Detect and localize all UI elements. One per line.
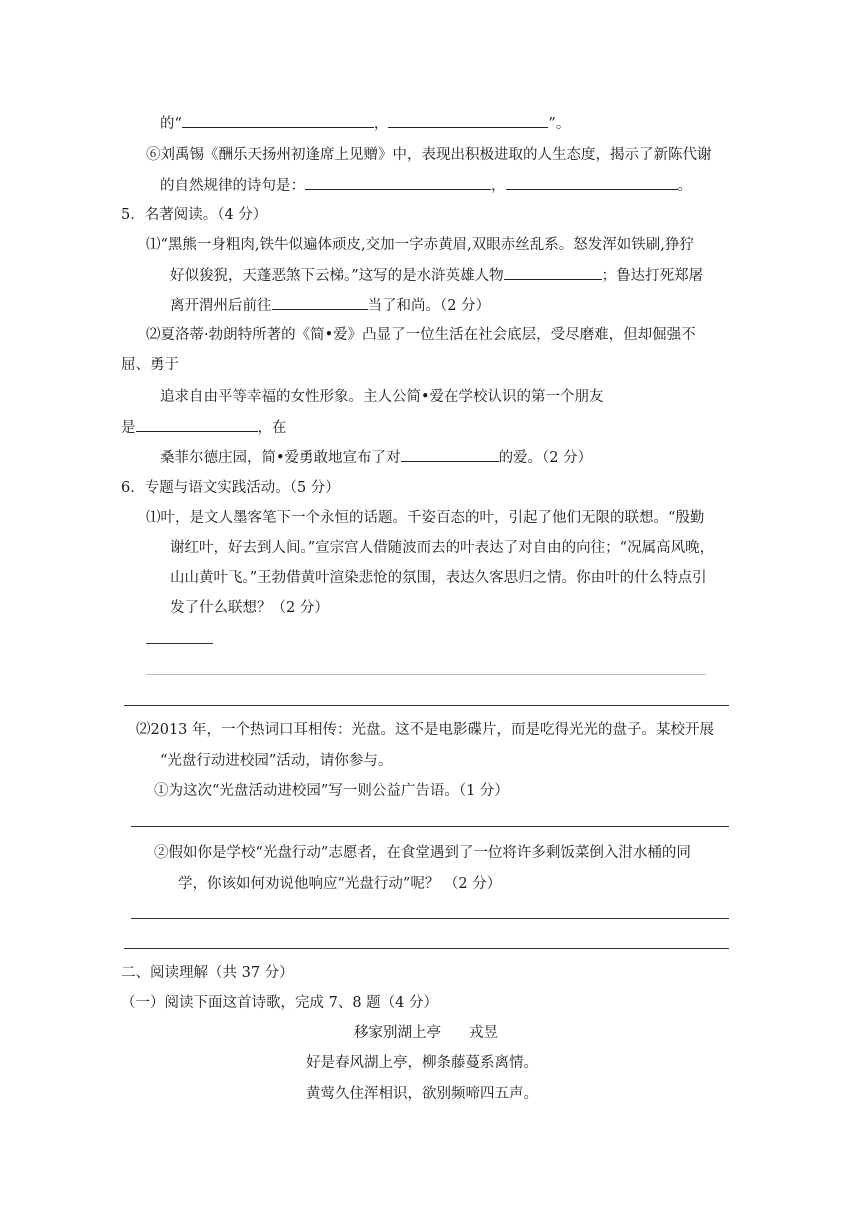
- poem-heading: [354, 1023, 498, 1043]
- q6-p1-line3: 山山黄叶飞。”王勃借黄叶渲染悲怆的氛围，表达久客思归之情。你由叶的什么特点引: [170, 570, 707, 586]
- answer-line[interactable]: [124, 705, 729, 706]
- q6-p1-line1: ⑴叶，是文人墨客笔下一个永恒的话题。千姿百态的叶，引起了他们无限的联想。“殷勤: [146, 510, 705, 526]
- answer-blank[interactable]: [136, 417, 258, 432]
- q5-p2-text: 的爱。（2 分）: [498, 450, 593, 466]
- q4-prefix: 的“: [160, 116, 182, 132]
- answer-blank[interactable]: [388, 113, 548, 128]
- section2-sub1: （一）阅读下面这首诗歌，完成 7、8 题（4 分）: [121, 995, 439, 1011]
- q5-p2-text: 是: [121, 420, 136, 436]
- q4-blank-line: [160, 113, 570, 134]
- q5-p1-text: ；鲁达打死郑屠: [601, 268, 704, 284]
- q5-p2-line1: ⑵夏洛蒂·勃朗特所著的《简•爱》凸显了一位生活在社会底层，受尽磨难，但却倔强不: [146, 327, 696, 343]
- answer-line[interactable]: [131, 918, 729, 919]
- answer-line[interactable]: [131, 826, 729, 827]
- answer-blank[interactable]: [272, 295, 368, 310]
- q4-item6-sep: ，: [491, 178, 506, 194]
- q5-p2-text: ，在: [257, 420, 287, 436]
- q6-title: 6．专题与语文实践活动。（5 分）: [121, 480, 340, 496]
- q6-p2-item-b-line2: 学，你该如何劝说他响应“光盘行动”呢？ （2 分）: [178, 876, 502, 892]
- q4-item6: ⑥刘禹锡《酬乐天扬州初逢席上见赠》中，表现出积极进取的人生态度，揭示了新陈代谢: [146, 147, 712, 163]
- q5-title: 5．名著阅读。（4 分）: [121, 207, 268, 223]
- q6-p2-item-b-line1: ②假如你是学校“光盘行动”志愿者，在食堂遇到了一位将许多剩饭菜倒入泔水桶的同: [154, 845, 691, 861]
- q5-p2-line4: [121, 417, 287, 438]
- answer-line[interactable]: [146, 674, 706, 675]
- q5-p1-text: 好似狻猊，天蓬恶煞下云梯。”这写的是水浒英雄人物: [170, 268, 504, 284]
- poem-title: 移家别湖上亭: [354, 1025, 441, 1041]
- q5-p2-line2: 屈、勇于: [121, 357, 179, 373]
- answer-blank[interactable]: [305, 175, 491, 190]
- answer-blank[interactable]: [504, 265, 602, 280]
- q6-p1-line4: 发了什么联想？（2 分）: [170, 600, 329, 616]
- q6-p2-item-a: ①为这次“光盘活动进校园”写一则公益广告语。（1 分）: [154, 783, 509, 799]
- q6-p2-line2: “光盘行动进校园”活动，请你参与。: [160, 753, 393, 769]
- answer-line[interactable]: [146, 643, 213, 644]
- q4-item6-end: 。: [677, 178, 692, 194]
- q6-p1-line2: 谢红叶，好去到人间。”宣宗宫人借随波而去的叶表达了对自由的向往；“况属高风晚，: [170, 540, 715, 556]
- poem-line-2: 黄莺久住浑相识，欲别频啼四五声。: [306, 1086, 538, 1102]
- answer-blank[interactable]: [401, 447, 499, 462]
- q5-p1-text: 当了和尚。（2 分）: [367, 298, 491, 314]
- q5-p2-text: 桑菲尔德庄园，简•爱勇敢地宣布了对: [160, 450, 401, 466]
- answer-blank[interactable]: [506, 175, 678, 190]
- poem-line-1: 好是春风湖上亭，柳条藤蔓系离情。: [306, 1055, 538, 1071]
- q5-p1-line1: ⑴“黑熊一身粗肉,铁牛似遍体顽皮,交加一字赤黄眉,双眼赤丝乱系。怒发浑如铁刷,狰狞: [146, 237, 694, 253]
- q5-p1-line2: [170, 265, 703, 286]
- q4-item6-cont: 的自然规律的诗句是：: [160, 178, 305, 194]
- q4-suffix: ”。: [548, 116, 571, 132]
- answer-line[interactable]: [124, 948, 729, 949]
- poem-author: 戎昱: [469, 1025, 498, 1041]
- section2-title: 二、阅读理解（共 37 分）: [121, 965, 294, 981]
- q5-p1-text: 离开渭州后前往: [170, 298, 272, 314]
- q6-p2-line1: ⑵2013 年，一个热词口耳相传：光盘。这不是电影碟片，而是吃得光光的盘子。某校开展: [136, 722, 715, 738]
- q4-item6-answer-line: [160, 175, 692, 196]
- q5-p2-line5: [160, 447, 592, 468]
- q4-separator: ，: [373, 116, 389, 132]
- q5-p2-line3: 追求自由平等幸福的女性形象。主人公简•爱在学校认识的第一个朋友: [160, 389, 604, 405]
- q5-p1-line3: [170, 295, 490, 316]
- answer-blank[interactable]: [182, 113, 374, 128]
